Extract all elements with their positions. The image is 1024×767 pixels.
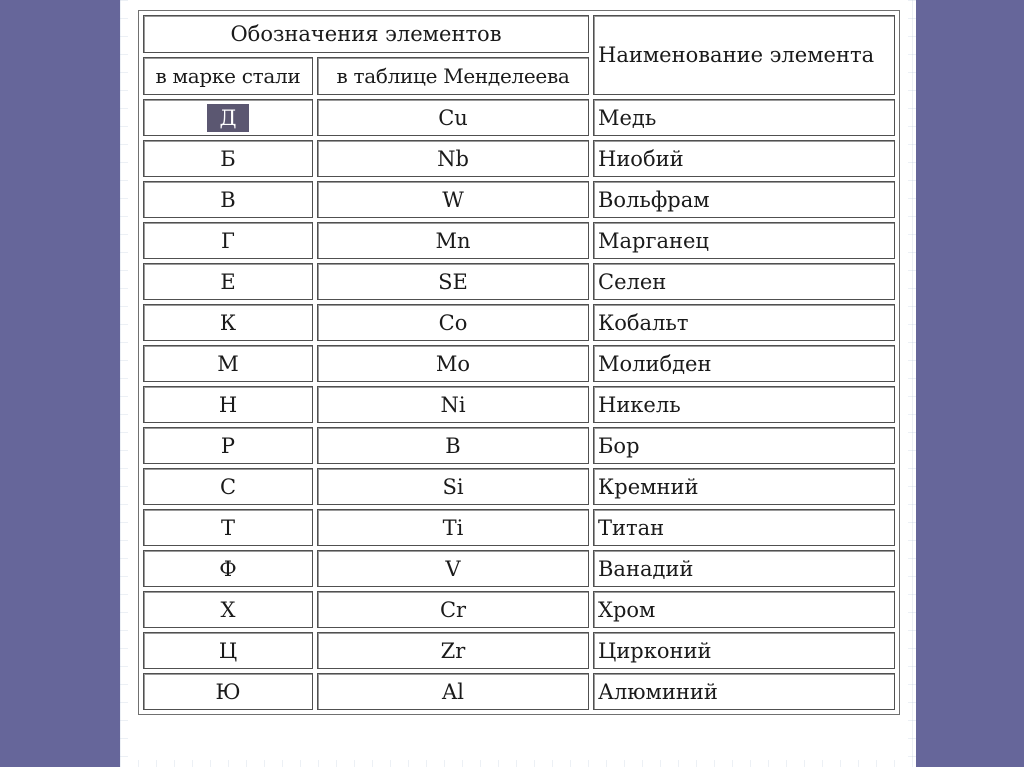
header-name-cell: Наименование элемента [593,15,895,95]
mark-letter: К [219,310,237,335]
mark-cell[interactable] [143,591,313,628]
header-group-cell: Обозначения элементов [143,15,589,53]
mark-letter: Е [220,269,236,294]
name-cell[interactable]: Ниобий [593,140,895,177]
mark-cell[interactable] [143,222,313,259]
symbol-cell[interactable]: Cu [317,99,589,136]
mark-cell[interactable] [143,550,313,587]
symbol-cell[interactable]: Co [317,304,589,341]
mark-cell[interactable] [143,468,313,505]
mark-letter: Г [221,228,235,253]
mark-letter: Р [220,433,236,458]
mark-cell[interactable] [143,304,313,341]
symbol-cell[interactable]: W [317,181,589,218]
mark-cell[interactable] [143,263,313,300]
mark-letter: Х [220,597,236,622]
name-cell[interactable]: Молибден [593,345,895,382]
header-row-1 [143,15,895,53]
table-row [143,386,895,423]
header-mark-cell: в марке стали [143,57,313,95]
mark-letter: В [220,187,236,212]
name-cell[interactable]: Цирконий [593,632,895,669]
symbol-cell[interactable]: SE [317,263,589,300]
mark-cell[interactable] [143,181,313,218]
symbol-cell[interactable]: Mo [317,345,589,382]
table-row [143,304,895,341]
mark-letter: Ц [218,638,238,663]
name-cell[interactable]: Кремний [593,468,895,505]
header-symbol-cell: в таблице Менделеева [317,57,589,95]
name-cell[interactable]: Алюминий [593,673,895,710]
name-cell[interactable]: Марганец [593,222,895,259]
table-row [143,345,895,382]
name-cell[interactable]: Селен [593,263,895,300]
table-row [143,509,895,546]
table-row [143,591,895,628]
mark-cell[interactable] [143,140,313,177]
symbol-cell[interactable]: V [317,550,589,587]
mark-letter: Н [218,392,238,417]
table-row [143,673,895,710]
table-row [143,140,895,177]
table-sheet [128,0,908,760]
symbol-cell[interactable]: Cr [317,591,589,628]
name-cell[interactable]: Ванадий [593,550,895,587]
name-cell[interactable]: Вольфрам [593,181,895,218]
symbol-cell[interactable]: Al [317,673,589,710]
elements-table [138,10,900,715]
slide [120,0,916,767]
mark-cell[interactable] [143,427,313,464]
mark-cell[interactable] [143,345,313,382]
symbol-cell[interactable]: Si [317,468,589,505]
table-row [143,222,895,259]
mark-cell[interactable] [143,386,313,423]
name-cell[interactable]: Кобальт [593,304,895,341]
mark-letter: Ю [215,679,241,704]
mark-letter: Т [220,515,235,540]
mark-cell[interactable] [143,673,313,710]
symbol-cell[interactable]: Ni [317,386,589,423]
table-row [143,468,895,505]
mark-letter: Б [220,146,236,171]
table-row [143,99,895,136]
symbol-cell[interactable]: Zr [317,632,589,669]
symbol-cell[interactable]: Mn [317,222,589,259]
name-cell[interactable]: Бор [593,427,895,464]
symbol-cell[interactable]: B [317,427,589,464]
table-row [143,632,895,669]
table-row [143,263,895,300]
name-cell[interactable]: Титан [593,509,895,546]
mark-cell[interactable] [143,632,313,669]
mark-letter: Д [207,104,248,132]
mark-letter: М [217,351,239,376]
mark-letter: Ф [219,556,237,581]
mark-cell[interactable] [143,99,313,136]
name-cell[interactable]: Хром [593,591,895,628]
table-row [143,427,895,464]
table-row [143,550,895,587]
mark-cell[interactable] [143,509,313,546]
symbol-cell[interactable]: Ti [317,509,589,546]
elements-table-body [143,15,895,710]
mark-letter: С [219,474,237,499]
table-row [143,181,895,218]
name-cell[interactable]: Медь [593,99,895,136]
name-cell[interactable]: Никель [593,386,895,423]
symbol-cell[interactable]: Nb [317,140,589,177]
